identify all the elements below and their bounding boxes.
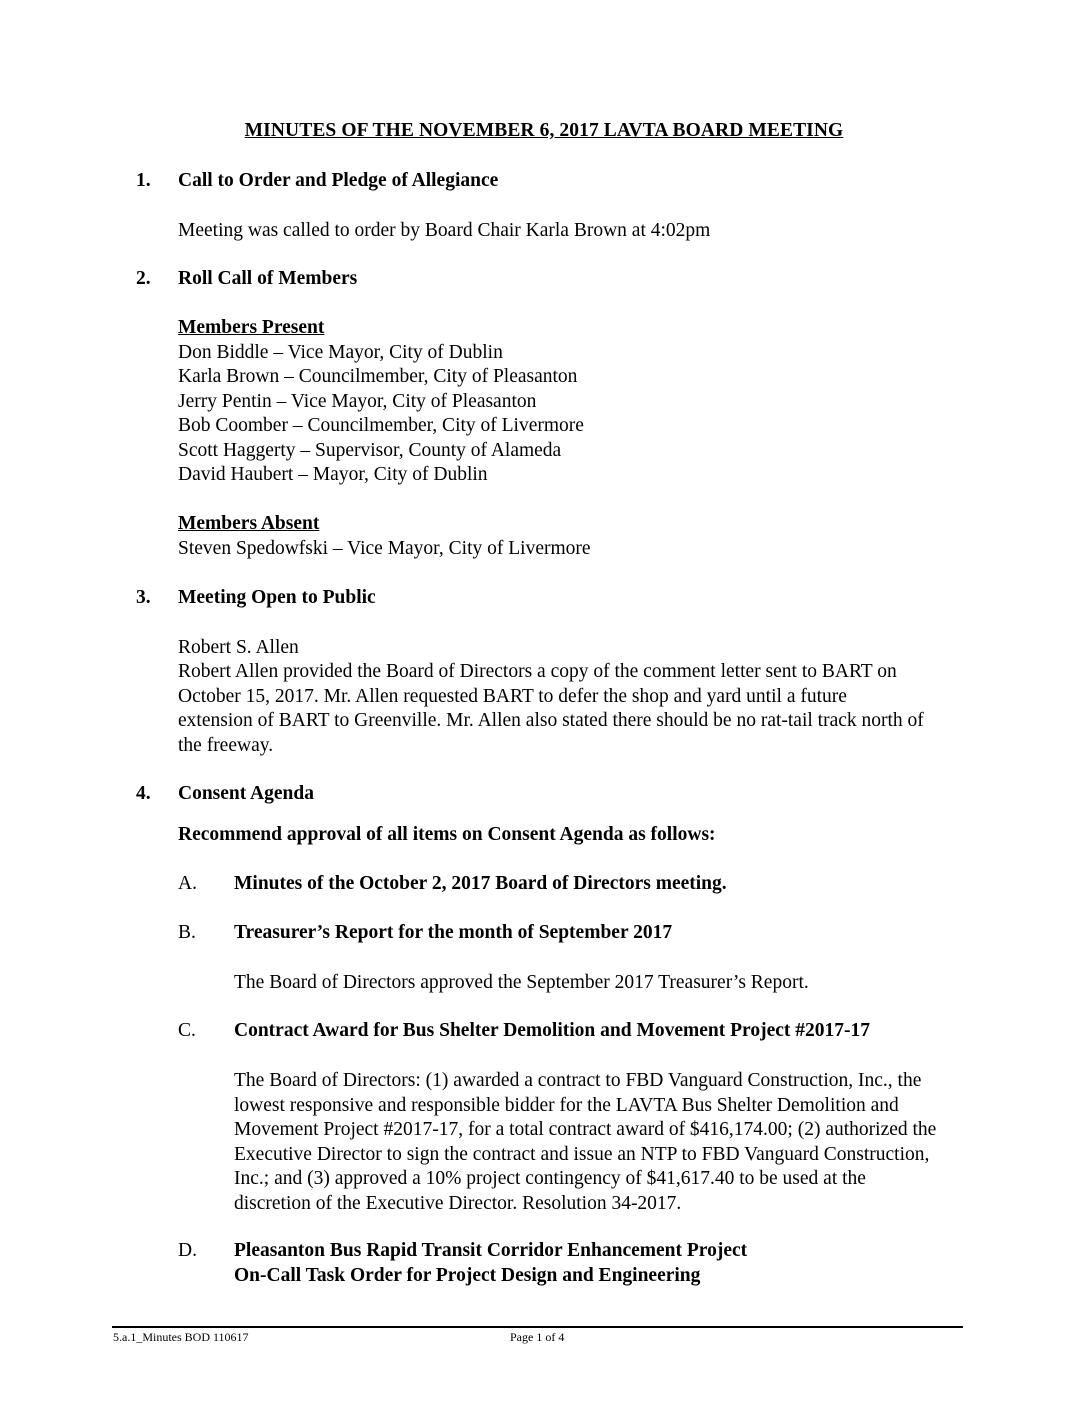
item-b-title: Treasurer’s Report for the month of September 2017 (234, 922, 673, 943)
item-d-letter: D. (178, 1240, 197, 1261)
document-title: MINUTES OF THE NOVEMBER 6, 2017 LAVTA BOARD MEETING (244, 120, 844, 141)
public-comment-line: October 15, 2017. Mr. Allen requested BART to defer the shop and yard until a future (178, 686, 847, 707)
public-comment-line: the freeway. (178, 735, 274, 756)
section-2-number: 2. (136, 268, 151, 289)
speaker-name: Robert S. Allen (178, 637, 299, 658)
section-4-number: 4. (136, 783, 151, 804)
members-absent-heading: Members Absent (178, 513, 320, 534)
item-c-text-line: The Board of Directors: (1) awarded a contract to FBD Vanguard Construction, Inc., the (234, 1070, 922, 1091)
section-1-title: Call to Order and Pledge of Allegiance (178, 170, 499, 191)
member-present: Scott Haggerty – Supervisor, County of Alameda (178, 440, 562, 461)
footer-rule (112, 1326, 963, 1328)
member-present: Don Biddle – Vice Mayor, City of Dublin (178, 342, 503, 363)
footer-document-id: 5.a.1_Minutes BOD 110617 (113, 1330, 249, 1344)
item-a-letter: A. (178, 873, 197, 894)
section-2-title: Roll Call of Members (178, 268, 358, 289)
section-3-title: Meeting Open to Public (178, 587, 376, 608)
item-b-text-line: The Board of Directors approved the September 2017 Treasurer’s Report. (234, 972, 809, 993)
consent-agenda-intro: Recommend approval of all items on Consent Agenda as follows: (178, 824, 716, 845)
item-c-title: Contract Award for Bus Shelter Demolition and Movement Project #2017-17 (234, 1020, 871, 1041)
item-c-text-line: Movement Project #2017-17, for a total contract award of $416,174.00; (2) authorized the (234, 1119, 937, 1140)
footer-page-number: Page 1 of 4 (510, 1330, 565, 1344)
member-present: Bob Coomber – Councilmember, City of Livermore (178, 415, 584, 436)
item-c-text-line: Executive Director to sign the contract and issue an NTP to FBD Vanguard Construction, (234, 1143, 930, 1165)
public-comment-line: Robert Allen provided the Board of Directors a copy of the comment letter sent to BART on (178, 661, 897, 682)
item-a-title: Minutes of the October 2, 2017 Board of Directors meeting. (234, 873, 727, 894)
member-absent: Steven Spedowfski – Vice Mayor, City of Livermore (178, 538, 591, 559)
item-c-text-line: Inc.; and (3) approved a 10% project contingency of $41,617.40 to be used at the (234, 1168, 866, 1189)
item-c-text-line: lowest responsive and responsible bidder for the LAVTA Bus Shelter Demolition and (234, 1094, 899, 1116)
member-present: Jerry Pentin – Vice Mayor, City of Pleasanton (178, 391, 537, 412)
item-d-subtitle: On-Call Task Order for Project Design and Engineering (234, 1265, 701, 1286)
item-b-letter: B. (178, 922, 196, 943)
item-c-letter: C. (178, 1020, 196, 1041)
section-4-title: Consent Agenda (178, 783, 314, 804)
member-present: Karla Brown – Councilmember, City of Pleasanton (178, 366, 578, 387)
member-present: David Haubert – Mayor, City of Dublin (178, 464, 488, 485)
section-1-text: Meeting was called to order by Board Chair Karla Brown at 4:02pm (178, 220, 711, 241)
section-1-number: 1. (136, 170, 151, 191)
item-c-text (234, 1069, 936, 1216)
item-c-text-line: discretion of the Executive Director. Resolution 34-2017. (234, 1192, 682, 1214)
item-d-title: Pleasanton Bus Rapid Transit Corridor Enhancement Project (234, 1240, 748, 1261)
section-3-number: 3. (136, 587, 151, 608)
public-comment-line: extension of BART to Greenville. Mr. Allen also stated there should be no rat-tail track north of (178, 710, 924, 731)
item-b-text (234, 971, 809, 996)
members-present-heading: Members Present (178, 317, 325, 338)
